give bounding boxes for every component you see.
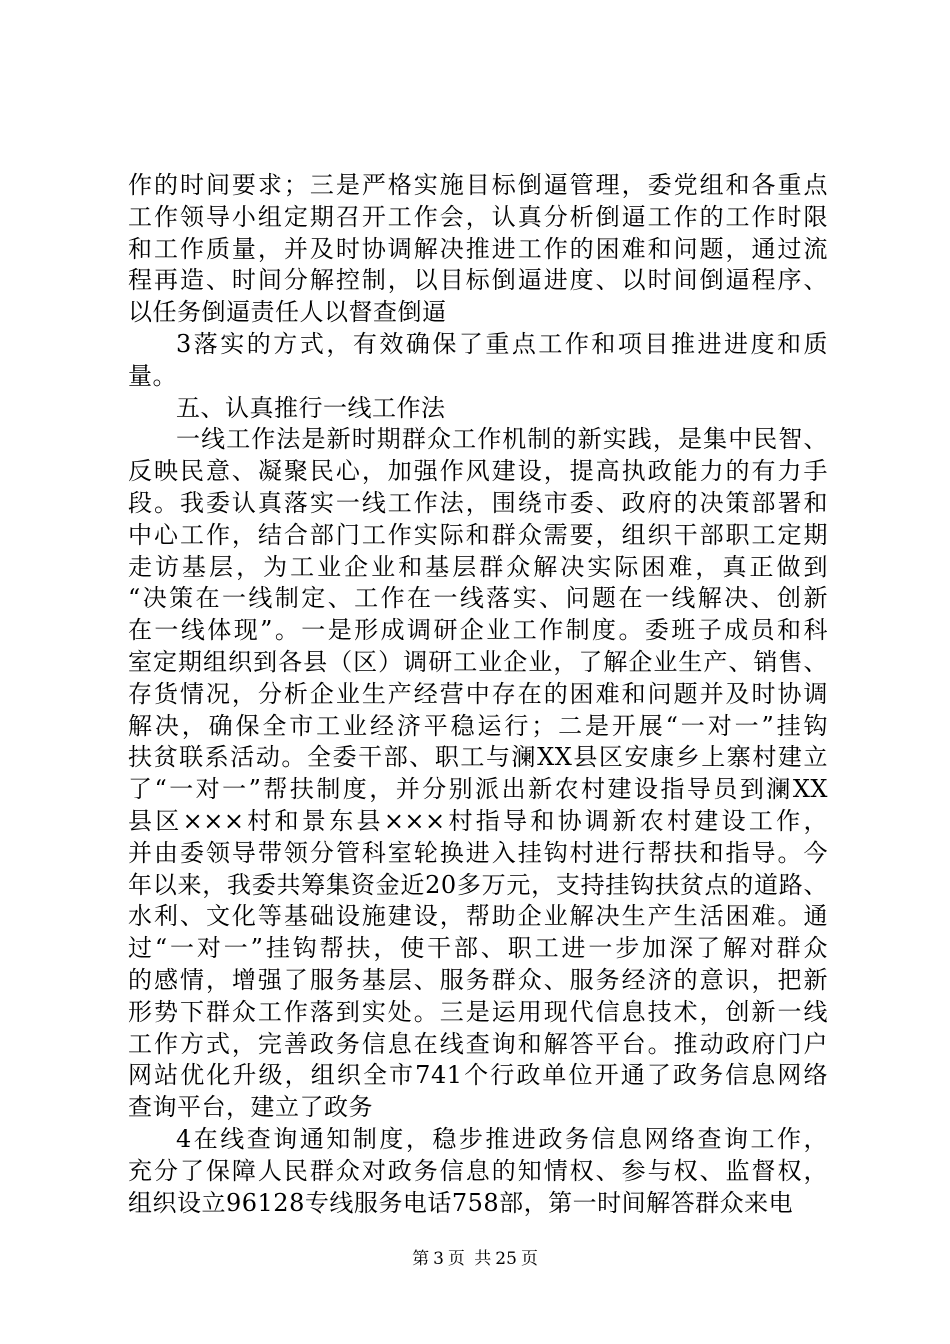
text-line: 以任务倒逼责任人以督查倒逼 xyxy=(128,298,447,327)
text-line: 存货情况，分析企业生产经营中存在的困难和问题并及时协调 xyxy=(128,679,828,708)
text-line: 作的时间要求；三是严格实施目标倒逼管理，委党组和各重点 xyxy=(128,171,828,199)
footer-page-suffix: 页 xyxy=(447,1249,465,1269)
text-line: 量。 xyxy=(128,361,177,390)
text-line: 段。我委认真落实一线工作法，围绕市委、政府的决策部署和 xyxy=(128,488,828,517)
paragraph xyxy=(128,393,828,425)
paragraph xyxy=(128,170,828,329)
text-line: 充分了保障人民群众对政务信息的知情权、参与权、监督权， xyxy=(128,1156,828,1185)
text-line: 的感情，增强了服务基层、服务群众、服务经济的意识，把新 xyxy=(128,965,828,994)
text-line: 网站优化升级，组织全市741个行政单位开通了政务信息网络 xyxy=(128,1061,828,1090)
text-line: 并由委领导带领分管科室轮换进入挂钩村进行帮扶和指导。今 xyxy=(128,838,828,867)
document-body xyxy=(128,170,828,1219)
text-line: 在一线体现”。一是形成调研企业工作制度。委班子成员和科 xyxy=(128,616,828,645)
footer-prefix: 第 xyxy=(412,1249,430,1269)
text-line: 程再造、时间分解控制，以目标倒逼进度、以时间倒逼程序、 xyxy=(128,266,828,295)
text-line: 3落实的方式，有效确保了重点工作和项目推进进度和质 xyxy=(176,329,828,358)
text-line: 县区×××村和景东县×××村指导和协调新农村建设工作， xyxy=(128,806,828,835)
text-line: 室定期组织到各县（区）调研工业企业，了解企业生产、销售、 xyxy=(128,647,828,676)
text-line: 五、认真推行一线工作法 xyxy=(176,393,446,422)
text-line: “决策在一线制定、工作在一线落实、问题在一线解决、创新 xyxy=(128,584,828,613)
text-line: 扶贫联系活动。全委干部、职工与澜XX县区安康乡上寨村建立 xyxy=(128,743,828,772)
text-line: 组织设立96128专线服务电话758部，第一时间解答群众来电 xyxy=(128,1188,794,1217)
footer-total-suffix: 页 xyxy=(520,1249,538,1269)
text-line: 解决，确保全市工业经济平稳运行；二是开展“一对一”挂钩 xyxy=(128,711,828,740)
text-line: 反映民意、凝聚民心，加强作风建设，提高执政能力的有力手 xyxy=(128,457,828,486)
text-line: 中心工作，结合部门工作实际和群众需要，组织干部职工定期 xyxy=(128,520,828,549)
text-line: 了“一对一”帮扶制度，并分别派出新农村建设指导员到澜XX xyxy=(128,775,828,804)
text-line: 和工作质量，并及时协调解决推进工作的困难和问题，通过流 xyxy=(128,234,828,263)
text-line: 过“一对一”挂钩帮扶，使干部、职工进一步加深了解对群众 xyxy=(128,934,828,963)
text-line: 年以来，我委共筹集资金近20多万元，支持挂钩扶贫点的道路、 xyxy=(128,870,828,899)
text-line: 走访基层，为工业企业和基层群众解决实际困难，真正做到 xyxy=(128,552,828,581)
text-line: 形势下群众工作落到实处。三是运用现代信息技术，创新一线 xyxy=(128,997,828,1026)
text-line: 4在线查询通知制度，稳步推进政务信息网络查询工作， xyxy=(176,1124,828,1153)
footer-total-prefix: 共 xyxy=(474,1249,492,1269)
footer-total-pages: 25 xyxy=(495,1249,517,1269)
text-line: 查询平台，建立了政务 xyxy=(128,1093,373,1122)
page-footer xyxy=(0,1244,950,1269)
footer-page-number: 3 xyxy=(433,1249,444,1269)
text-line: 工作方式，完善政务信息在线查询和解答平台。推动政府门户 xyxy=(128,1029,828,1058)
text-line: 水利、文化等基础设施建设，帮助企业解决生产生活困难。通 xyxy=(128,902,828,931)
paragraph xyxy=(128,1124,828,1219)
paragraph xyxy=(128,329,828,393)
paragraph xyxy=(128,424,828,1124)
text-line: 一线工作法是新时期群众工作机制的新实践，是集中民智、 xyxy=(176,425,828,454)
text-line: 工作领导小组定期召开工作会，认真分析倒逼工作的工作时限 xyxy=(128,202,828,231)
